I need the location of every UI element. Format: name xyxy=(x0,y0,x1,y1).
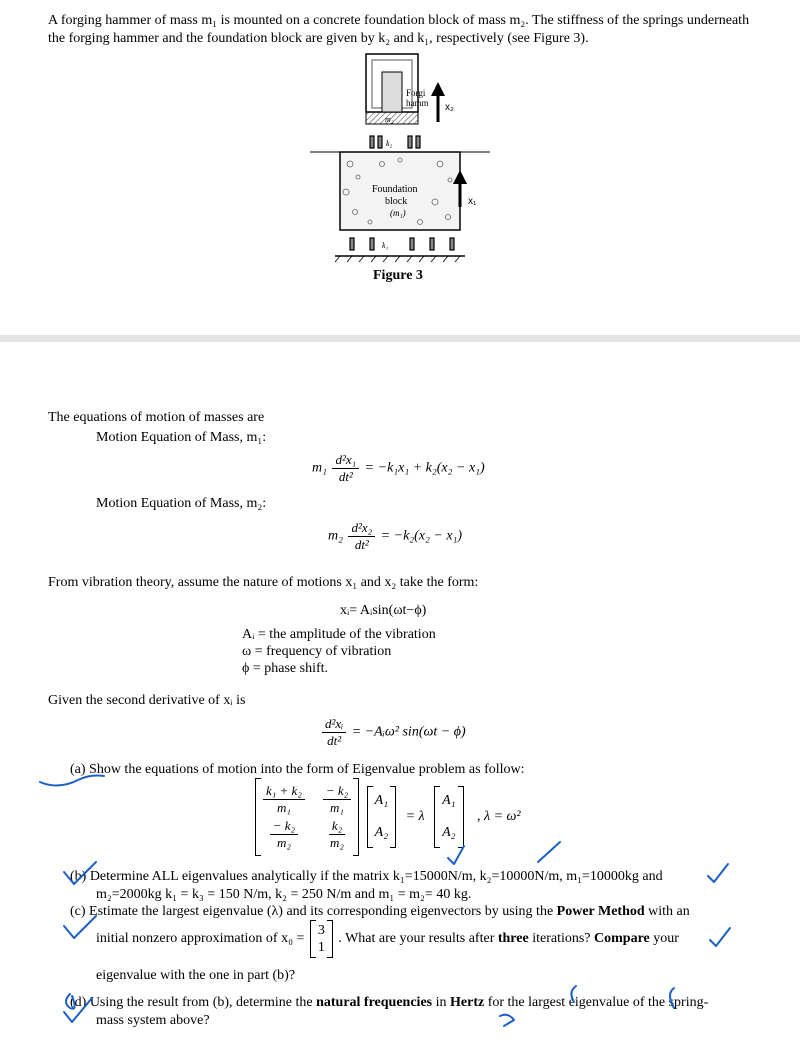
hammer-label-2: hamm xyxy=(406,98,429,108)
def-phase: ϕ = phase shift. xyxy=(242,661,329,676)
a21-den: m₂ xyxy=(276,835,291,850)
eq2-rhs: = −k₂(x₂ − x₁) xyxy=(380,528,463,544)
eq2-coef: m₂ xyxy=(328,528,343,544)
a11-den: m₁ xyxy=(276,800,291,815)
hammer-label-1: Forgi xyxy=(406,88,426,98)
motion1-label: Motion Equation of Mass, m₁: xyxy=(96,430,267,445)
vibration-intro: From vibration theory, assume the nature of motions x₁ and x₂ take the form: xyxy=(48,575,479,590)
annotation-check-c xyxy=(60,912,100,942)
annotation-check-d xyxy=(60,988,100,1028)
a12-den: m₁ xyxy=(330,800,344,815)
foundation-label-2: block xyxy=(385,196,408,207)
figure-caption: Figure 3 xyxy=(373,268,423,283)
vector-A-left: A₁ A₂ xyxy=(367,786,396,848)
coeff-matrix xyxy=(255,778,359,856)
equation-2 xyxy=(328,520,462,553)
question-b-line1: (b) Determine ALL eigenvalues analytically if the matrix k₁=15000N/m, k₂=10000N/m, m₁=10000kg and xyxy=(70,869,663,884)
question-b-line2: m₂=2000kg k₁ = k₃ = 150 N/m, k₂ = 250 N/m and m₁ = m₂= 40 kg. xyxy=(96,887,472,902)
eq1-coef: m₁ xyxy=(312,460,327,476)
power-method-text: Power Method xyxy=(556,904,645,919)
hammer-ram xyxy=(382,72,402,112)
annotation-marks-d xyxy=(470,982,770,1028)
question-d-line2: mass system above? xyxy=(96,1013,210,1028)
def-frequency: ω = frequency of vibration xyxy=(242,644,392,659)
separator-bar xyxy=(0,335,800,342)
annotation-check-c-right xyxy=(708,926,734,950)
eq-lambda: = λ xyxy=(405,809,425,825)
eq3-rhs: = −Aᵢω² sin(ωt − ϕ) xyxy=(351,724,466,740)
lambda-definition: , λ = ω² xyxy=(477,809,521,825)
annotation-check-b xyxy=(60,858,100,888)
foundation-label-1: Foundation xyxy=(372,184,418,195)
figure-3-diagram xyxy=(310,52,490,267)
problem-intro: A forging hammer of mass m₁ is mounted on a concrete foundation block of mass m₂. The stiffness of the springs underneath the forging hammer and the foundation block are given by k₂ and k₁, respectively (see Figure 3). xyxy=(48,13,750,46)
eq1-rhs: = −k₁x₁ + k₂(x₂ − x₁) xyxy=(364,460,485,476)
eq3-fraction: $\frac{\text{d²xᵢ}}{\text{dt²}}$ xyxy=(322,716,346,749)
equation-3 xyxy=(320,716,466,749)
eq-intro: The equations of motion of masses are xyxy=(48,410,265,425)
question-a: (a) Show the equations of motion into the form of Eigenvalue problem as follow: xyxy=(70,762,525,777)
question-c-line2: initial nonzero approximation of x₀ = 3 1 . What are your results after three iterations? Compare your xyxy=(96,920,679,958)
a21-num: − k₂ xyxy=(270,818,298,835)
a12-num: − k₂ xyxy=(323,783,351,800)
a22-den: m₂ xyxy=(330,835,344,850)
motion2-label: Motion Equation of Mass, m₂: xyxy=(96,496,267,511)
eq1-fraction: $\frac{\text{d²x₁}}{\text{dt²}}$ xyxy=(332,452,359,485)
x1-label: x₁ xyxy=(468,196,477,207)
k2-label: k₂ xyxy=(386,139,393,148)
def-amplitude: Aᵢ = the amplitude of the vibration xyxy=(242,627,436,642)
equation-1 xyxy=(312,452,485,485)
foundation-label-3: (m₁) xyxy=(390,208,406,218)
a22-num: k₂ xyxy=(329,818,345,835)
a11-num: k₁ + k₂ xyxy=(263,783,305,800)
question-c-line3: eigenvalue with the one in part (b)? xyxy=(96,968,296,983)
second-deriv-intro: Given the second derivative of xᵢ is xyxy=(48,693,246,708)
annotation-underline-a xyxy=(38,770,108,790)
xi-form: xᵢ= Aᵢsin(ωt−ϕ) xyxy=(340,603,427,618)
question-d-line1: (d) Using the result from (b), determine the natural frequencies in Hertz for the largest eigenvalue of the spring- xyxy=(70,995,709,1010)
annotation-check-right xyxy=(706,862,732,886)
question-c-line1: (c) Estimate the largest eigenvalue (λ) and its corresponding eigenvectors by using the Power Method with an xyxy=(70,904,690,919)
k1-label: k₁ xyxy=(382,241,389,250)
x0-vector: 3 1 xyxy=(310,920,333,958)
hammer-mass-label: m₂ xyxy=(385,115,394,124)
x2-label: x₂ xyxy=(445,102,454,113)
annotation-ticks xyxy=(420,838,580,868)
eq2-fraction: $\frac{\text{d²x₂}}{\text{dt²}}$ xyxy=(348,520,375,553)
vector-A-right: A₁ A₂ xyxy=(434,786,463,848)
